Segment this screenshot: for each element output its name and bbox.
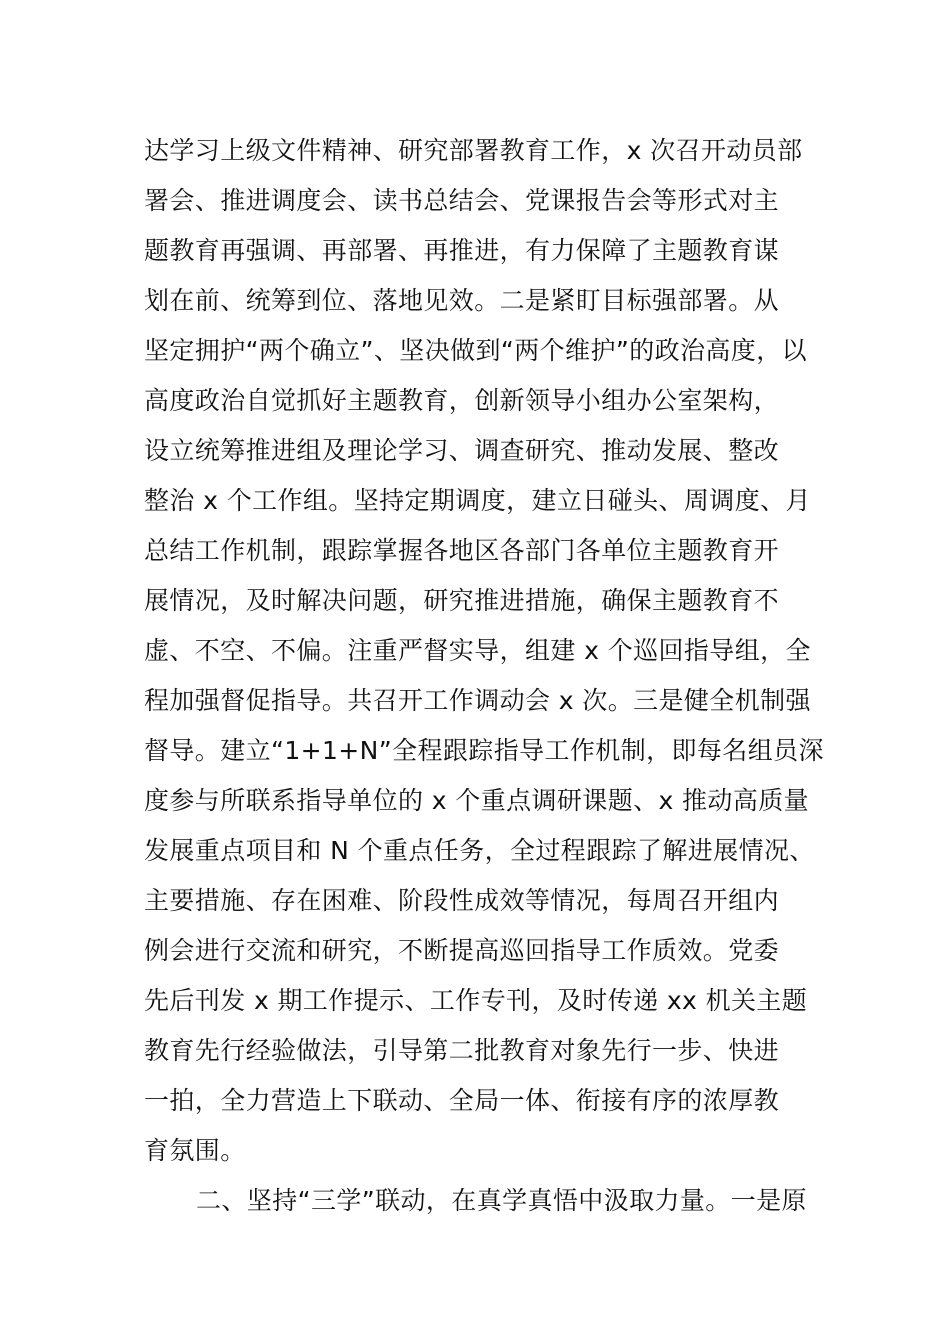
text-line: 署会、推进调度会、读书总结会、党课报告会等形式对主 bbox=[144, 186, 780, 215]
text-line: 虚、不空、不偏。注重严督实导，组建 x 个巡回指导组，全 bbox=[144, 636, 811, 665]
text-line: 总结工作机制，跟踪掌握各地区各部门各单位主题教育开 bbox=[144, 536, 780, 565]
text-line: 高度政治自觉抓好主题教育，创新领导小组办公室架构， bbox=[144, 386, 780, 415]
text-line: 例会进行交流和研究，不断提高巡回指导工作质效。党委 bbox=[144, 936, 780, 965]
text-line: 达学习上级文件精神、研究部署教育工作，x 次召开动员部 bbox=[144, 136, 803, 165]
text-line: 题教育再强调、再部署、再推进，有力保障了主题教育谋 bbox=[144, 236, 780, 265]
text-line: 划在前、统筹到位、落地见效。二是紧盯目标强部署。从 bbox=[144, 286, 780, 315]
text-line: 坚定拥护“两个确立”、坚决做到“两个维护”的政治高度，以 bbox=[144, 336, 808, 365]
text-line: 一拍，全力营造上下联动、全局一体、衔接有序的浓厚教 bbox=[144, 1086, 780, 1115]
text-line: 主要措施、存在困难、阶段性成效等情况，每周召开组内 bbox=[144, 886, 780, 915]
text-line: 发展重点项目和 N 个重点任务，全过程跟踪了解进展情况、 bbox=[144, 836, 815, 865]
text-line: 展情况，及时解决问题，研究推进措施，确保主题教育不 bbox=[144, 586, 780, 615]
text-line: 设立统筹推进组及理论学习、调查研究、推动发展、整改 bbox=[144, 436, 780, 465]
text-line: 教育先行经验做法，引导第二批教育对象先行一步、快进 bbox=[144, 1036, 780, 1065]
text-line: 育氛围。 bbox=[144, 1136, 246, 1165]
text-line: 整治 x 个工作组。坚持定期调度，建立日碰头、周调度、月 bbox=[144, 486, 811, 515]
text-line: 督导。建立“1+1+N”全程跟踪指导工作机制，即每名组员深 bbox=[144, 736, 824, 765]
body-text bbox=[144, 126, 824, 1226]
text-line: 度参与所联系指导单位的 x 个重点调研课题、x 推动高质量 bbox=[144, 786, 810, 815]
text-line: 程加强督促指导。共召开工作调动会 x 次。三是健全机制强 bbox=[144, 686, 811, 715]
section-heading-line: 二、坚持“三学”联动，在真学真悟中汲取力量。一是原 bbox=[196, 1186, 807, 1215]
text-line: 先后刊发 x 期工作提示、工作专刊，及时传递 xx 机关主题 bbox=[144, 986, 808, 1015]
